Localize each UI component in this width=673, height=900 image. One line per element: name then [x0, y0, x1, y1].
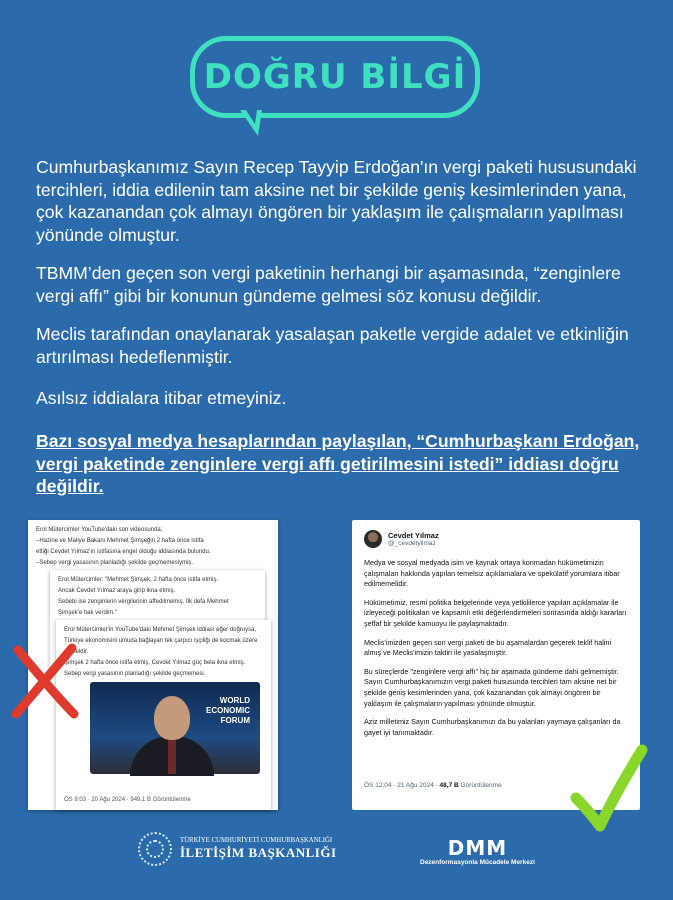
true-check-icon	[568, 742, 648, 834]
tweet-views-label: Görüntülenme	[458, 782, 502, 789]
paragraph-2: TBMM’den geçen son vergi paketinin herhangi bir aşamasında, “zenginlere vergi affı” gibi bir konunun gündeme gelmesi söz konusu değildir.	[36, 263, 621, 306]
org-name-big: İLETİŞİM BAŞKANLIĞI	[180, 845, 337, 860]
tweet-header	[364, 530, 628, 548]
bubble-tail-inner	[246, 110, 257, 124]
photo-person-head	[154, 696, 190, 740]
page-title: DOĞRU BİLGİ	[203, 57, 467, 97]
tweet-time: ÖS 12:04 · 21 Ağu 2024 ·	[364, 782, 440, 789]
tweet-author-name: Cevdet Yılmaz	[388, 530, 439, 540]
post-line: demektir.	[64, 649, 89, 655]
tweet-paragraph: Hükümetimiz, resmi politika belgelerinde veya yetkililerce yapılan açıklamalar ile izleyeceği politikaları ve kapsamlı etki değerlendirmeleri sonrasında aldığı kararları şeffaf bir şekilde kamuoyu ile paylaşmaktadır.	[364, 597, 627, 628]
post-time: ÖS 9:03 · 20 Ağu 2024 · 949,1 B Görüntülenme	[64, 797, 191, 803]
paragraph-4: Asılsız iddialara itibar etmeyiniz.	[36, 388, 287, 408]
header-bubble	[190, 36, 480, 118]
dmm-logo	[420, 838, 535, 867]
tweet-paragraph: Aziz milletimiz Sayın Cumhurbaşkanımızı da bu yalanları yaymaya çalışanları da gayet iyi tanımaktadır.	[364, 717, 621, 737]
post-photo	[90, 682, 260, 774]
tweet-author-handle: @_cevdetyilmaz	[388, 539, 436, 547]
post-line: –Sebep vergi yasasının planladığı şekilde geçmemesiymiş.	[36, 560, 194, 566]
tweet-meta	[364, 782, 502, 789]
dmm-wordmark: DMM	[447, 836, 508, 860]
photo-person-tie	[168, 740, 176, 774]
tweet-body	[364, 558, 628, 738]
tweet-views: 48,7 B	[439, 782, 459, 789]
false-cross-icon	[10, 640, 80, 720]
org-name-small: TÜRKİYE CUMHURİYETİ CUMHURBAŞKANLIĞI	[180, 837, 333, 844]
post-line: ettiği Cevdet Yılmaz'ın istifasına engel olduğu iddiasında bulundu.	[36, 549, 211, 555]
iletisim-logo	[138, 832, 337, 866]
post-line: Erol Mütercimler YouTube'daki son videosunda;	[36, 527, 163, 533]
post-line: Erol Mütercimler'in YouTube'daki Mehmet Şimşek iddiası eğer doğruysa,	[64, 627, 257, 633]
claim-statement: Bazı sosyal medya hesaplarından paylaşılan, “Cumhurbaşkanı Erdoğan, vergi paketinde zenginlere vergi affı getirilmesini istedi” iddiası doğru değildir.	[36, 431, 640, 496]
dmm-subtitle: Dezenformasyonla Mücadele Merkezi	[420, 859, 535, 866]
tweet-paragraph: Meclis'imizden geçen son vergi paketi de bu aşamalardan geçerek teklif halini almış ve Meclis'imizin taktiri ile yasalaşmıştır.	[364, 637, 612, 658]
tweet-paragraph: Medya ve sosyal medyada isim ve kaynak ortaya konmadan hükümetimizin çalışmaları hakkında yapılan temelsiz açıklamalara ve spekülatif yorumlara itibar edilmemelidir.	[364, 558, 620, 589]
post-line: Ancak Cevdet Yılmaz araya girip ikna etmiş.	[58, 588, 176, 594]
paragraph-3: Meclis tarafından onaylanarak yasalaşan paketle vergide adalet ve etkinliğin artırılması hedeflenmiştir.	[36, 324, 629, 367]
post-line: Türkiye ekonomisini umuda bağlayan tek çarpıcı işçiliği de kocmak üzere	[64, 638, 258, 644]
post-line: –Hazine ve Maliye Bakanı Mehmet Şimşeğin 2 hafta önce istifa	[36, 538, 204, 544]
avatar	[364, 530, 382, 548]
emblem-icon	[138, 832, 172, 866]
post-line: Şimşek 2 hafta önce istifa etmiş. Cevdet Yılmaz güç bela ikna etmiş.	[64, 660, 246, 666]
post-footer	[64, 796, 263, 804]
post-line: Sebep vergi yasasının planladığı şekilde geçmemesi.	[64, 671, 206, 677]
paragraph-1: Cumhurbaşkanımız Sayın Recep Tayyip Erdoğan'ın vergi paketi hususundaki tercihleri, iddia edilenin tam aksine net bir şekilde geniş kesimlerinden yana, çok kazanandan çok almayı öngören bir yaklaşım ile çalışmaların yapılması yönünde olmuştur.	[36, 157, 637, 245]
tweet-paragraph: Bu süreçlerde "zenginlere vergi affı" hiç bir aşamada gündeme dahi gelmemiştir. Sayın Cumhurbaşkanımızın vergi paketi hususunda tercihleri tam aksine net bir şekilde geniş kesimlerinden yana, çok kazanandan çok almayı öngören bir yaklaşım ile çalışmaların yapılması yönünde olmuştur.	[364, 666, 619, 708]
post-line: Şimşek'e hak verdim."	[58, 610, 117, 616]
false-post-card-front	[56, 620, 271, 810]
post-line: Erol Mütercimler: "Mehmet Şimşek, 2 hafta önce istifa etmiş.	[58, 577, 219, 583]
photo-backdrop-text: WORLD ECONOMIC FORUM	[206, 696, 250, 725]
post-line: Sebebi ise zenginlerin vergilerinin affedilmemiş. İlk defa Mehmet	[58, 599, 229, 605]
